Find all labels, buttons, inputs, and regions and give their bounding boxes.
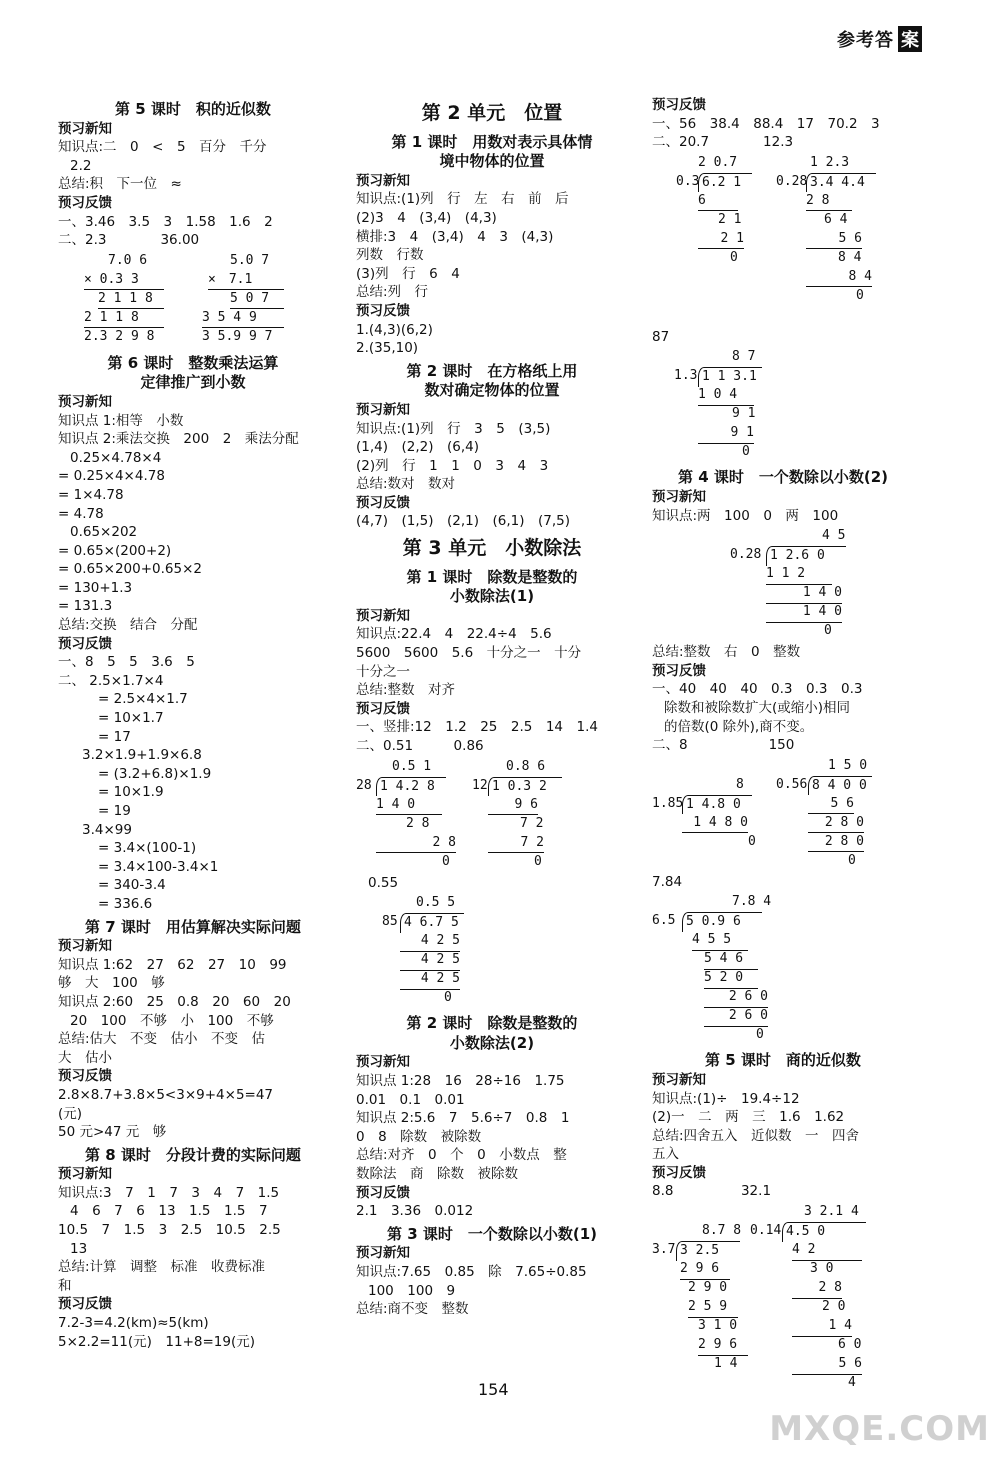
text-line: 20 100 不够 小 100 不够 [70,1012,274,1029]
calc-line: = 336.6 [98,895,153,912]
text-line: 知识点:7.65 0.85 除 7.65÷0.85 [356,1263,587,1280]
section-label: 预习新知 [58,120,112,137]
quotient: 1 2.3 [810,154,850,170]
watermark: MXQE.COM [769,1409,990,1449]
calc-row: 1 0 4 [698,386,754,406]
lesson-title: 第 2 课时 在方格纸上用 [406,361,578,380]
quotient: 3 2.1 4 [804,1204,859,1220]
calc-row: 2 9 6 [698,1336,748,1356]
text-line: 二、0.51 0.86 [356,738,484,754]
calc-row: 4 [848,1375,856,1391]
section-label: 预习反馈 [652,662,706,679]
calc-line: = 340-3.4 [98,877,166,894]
text-line: 5×2.2=11(元) 11+8=19(元) [58,1333,255,1350]
section-label: 预习新知 [58,1166,112,1183]
text-line: 和 [58,1277,72,1294]
calc-row: 5 6 [806,230,862,250]
dividend: 1 1 3.1 [698,367,762,387]
calc-line: 0.25×4.78×4 [70,449,162,466]
text-line: 知识点:二 0 < 5 百分 千分 [58,139,267,156]
calc-row: 2 8 0 [808,814,864,834]
header [837,26,922,52]
lesson-title: 小数除法(2) [449,1033,535,1052]
quotient: 0.8 6 [506,758,546,774]
calc-row: 2 8 [406,815,430,831]
text-line: 总结:商不变 整数 [356,1301,469,1318]
calc-row: 0 [748,833,756,849]
calc-line: = 0.65×200+0.65×2 [58,561,203,578]
calc-row: 7.0 6 [108,252,148,268]
text-line: 二、20.7 12.3 [652,134,794,151]
text-line: 知识点:22.4 4 22.4÷4 5.6 [356,626,552,643]
calc-row: 0 [444,990,452,1006]
unit-title: 第 2 单元 位置 [421,102,563,124]
section-label: 预习反馈 [356,494,410,511]
calc-line: = 1×4.78 [58,486,124,503]
calc-row: 1 4 8 0 [682,814,748,834]
calc-row: 8 4 [838,249,862,265]
calc-row: 1 4 0 [766,603,842,623]
text-line: 二、8 150 [652,737,795,754]
calc-line: 0.65×202 [70,524,138,541]
calc-row: 9 1 [698,424,754,444]
dividend: 4 6.7 5 [400,913,464,933]
text-line: 二、2.3 36.00 [58,232,200,249]
text-line: 87 [652,328,670,345]
dividend: 3 2.5 [676,1241,740,1261]
long-division [652,527,914,641]
text-line: 总结:整数 右 0 整数 [652,644,801,661]
text-line: 知识点 2:乘法交换 200 2 乘法分配 [58,431,299,448]
text-line: 列数 行数 [356,247,424,264]
column-1 [58,96,328,1351]
calc-row: 1 4 [714,1356,738,1372]
page-number: 154 [478,1380,509,1399]
lesson-title: 境中物体的位置 [439,152,545,171]
text-line: 10.5 7 1.5 3 2.5 10.5 2.5 [58,1222,281,1239]
section-label: 预习反馈 [58,1296,112,1313]
calc-line: = 19 [98,803,131,819]
long-division-pair [652,1203,914,1391]
text-line: 0.55 [368,874,399,891]
quotient: 1 5 0 [828,757,868,773]
section-label: 预习反馈 [356,302,410,319]
long-division-pair [652,757,914,871]
calc-line: = 2.5×4×1.7 [98,691,188,708]
text-line: 大 估小 [58,1049,112,1066]
text-line: 十分之一 [356,663,410,680]
calc-row: 5 6 [792,1355,862,1375]
calc-line: 3.4×99 [82,821,132,838]
calc-row: 6 0 [838,1337,862,1353]
text-line: 知识点 1:62 27 62 27 10 99 [58,956,287,973]
lesson-title: 第 3 课时 一个数除以小数(1) [386,1224,598,1243]
text-line: 知识点:两 100 0 两 100 [652,507,839,524]
lesson-title: 小数除法(1) [449,587,535,606]
divisor: 85 [382,914,398,930]
divisor: 12 [472,777,488,793]
section-label: 预习新知 [652,1071,706,1088]
calc-line: 3.2×1.9+1.9×6.8 [82,747,202,764]
text-line: 一、56 38.4 88.4 17 70.2 3 [652,115,880,132]
unit-title: 第 3 单元 小数除法 [402,537,582,560]
text-line: 知识点 2:60 25 0.8 20 60 20 [58,993,291,1010]
text-line: 总结:列 行 [356,284,429,301]
text-line: 知识点:(1)列 行 左 右 前 后 [356,191,569,208]
quotient: 0.5 5 [416,895,456,911]
calc-line: = 17 [98,728,131,745]
text-line: 一、3.46 3.5 3 1.58 1.6 2 [58,213,273,230]
text-line: 一、40 40 40 0.3 0.3 0.3 [652,681,863,698]
calc-row: 0 [848,852,856,868]
lesson-title: 第 5 课时 积的近似数 [115,100,271,118]
text-line: 知识点 1:28 16 28÷16 1.75 [356,1072,565,1089]
calc-row: × 7.1 [208,271,284,291]
calc-row: 6 [698,192,738,212]
text-line: (3)列 行 6 4 [356,265,460,282]
section-label: 预习反馈 [58,194,112,211]
calc-line: = 10×1.7 [98,710,164,727]
divisor: 3.7 [652,1242,676,1258]
quotient: 0.5 1 [392,758,432,774]
calc-line: = 130+1.3 [58,579,133,596]
text-line: 知识点:(1)列 行 3 5 (3,5) [356,420,551,437]
text-line: 数除法 商 除数 被除数 [356,1165,518,1182]
calc-row: 6 4 [824,211,848,227]
calc-row: 0 [534,853,542,869]
calc-row: 0 [824,623,832,639]
text-line: (1,4) (2,2) (6,4) [356,439,480,456]
lesson-title: 第 5 课时 商的近似数 [705,1051,861,1070]
calc-row: 5 6 [808,795,854,815]
calc-row: 2 1 1 8 [84,309,164,329]
text-line: 50 元>47 元 够 [58,1124,167,1141]
text-line: 总结:交换 结合 分配 [58,617,198,634]
calc-row: 2 9 0 [688,1280,728,1296]
calc-row: 2 1 [698,230,744,250]
divisor: 1.85 [652,795,684,811]
long-division [356,894,628,1008]
calc-row: 4 2 5 [400,932,460,952]
dividend: 1 0.3 2 [488,777,562,797]
text-line: 2.2 [70,157,92,174]
calc-row: 2 5 9 [688,1298,738,1318]
text-line: 2.1 3.36 0.012 [356,1203,474,1220]
calc-line: = 3.4×100-3.4×1 [98,858,219,875]
divisor: 0.14 [750,1223,782,1239]
dividend: 1 4.8 0 [682,795,752,815]
calc-row: 3 5 4 9 [202,309,284,329]
text-line: 总结:积 下一位 ≈ [58,176,182,193]
calc-row: 3 0 [810,1261,834,1277]
calc-row: 4 2 5 [400,970,460,990]
text-line: 1.(4,3)(6,2) [356,321,433,338]
header-title-box: 案 [898,26,922,52]
text-line: 2.8×8.7+3.8×5<3×9+4×5=47 [58,1086,274,1103]
calc-row: 1 4 0 [376,796,442,816]
text-line: 知识点:3 7 1 7 3 4 7 1.5 [58,1184,280,1201]
text-line: 2.(35,10) [356,340,419,357]
text-line: 够 大 100 够 [58,975,165,992]
calc-line: = (3.2+6.8)×1.9 [98,765,212,782]
column-2 [356,96,628,1319]
calc-row: 2 8 [806,192,852,212]
long-division [652,893,914,1045]
calc-row: 0 [756,1027,764,1043]
calc-row: 1 4 0 [766,584,842,604]
calc-line: = 3.4×(100-1) [98,840,197,857]
text-line: 7.2-3=4.2(km)≈5(km) [58,1315,209,1332]
dividend: 6.2 1 [698,173,752,193]
quotient: 8 [736,776,744,792]
section-label: 预习新知 [356,607,410,624]
calc-row: 8 4 [806,268,872,288]
calc-row: 5 0 7 [230,290,284,310]
calc-line: = 10×1.9 [98,784,164,801]
divisor: 0.28 [776,173,808,189]
text-line: (2)列 行 1 1 0 3 4 3 [356,457,549,474]
text-line: (2)一 二 两 三 1.6 1.62 [652,1109,845,1126]
calc-row: 2.3 2 9 8 [84,328,155,344]
text-line: (元) [58,1105,83,1122]
text-line: 除数和被除数扩大(或缩小)相同 [664,699,851,716]
calc-row: 2 8 0 [808,833,864,853]
calc-row: 5 4 6 [704,950,758,970]
divisor: 6.5 [652,913,676,929]
section-label: 预习反馈 [652,1164,706,1181]
section-label: 预习新知 [356,1245,410,1262]
calc-row: 9 1 [732,406,756,422]
dividend: 5 0.9 6 [682,912,762,932]
text-line: 7.84 [652,873,683,890]
calc-row: 2 6 0 [704,1007,768,1027]
calc-row: 4 2 5 [400,951,460,971]
calc-row: 2 1 [718,211,742,227]
dividend: 3.4 4.4 [806,173,876,193]
text-line: 0.01 0.1 0.01 [356,1091,465,1108]
section-label: 预习反馈 [652,97,706,113]
lesson-title: 第 2 课时 除数是整数的 [406,1014,578,1033]
calc-row: 5 2 0 [704,969,758,989]
text-line: 横排:3 4 (3,4) 4 3 (4,3) [356,228,554,245]
calc-row: 1 4 [792,1317,852,1337]
calc-line: = 0.25×4×4.78 [58,468,165,485]
text-line: 13 [70,1240,88,1257]
text-line: 的倍数(0 除外),商不变。 [664,718,814,735]
quotient: 8.7 8 [702,1223,742,1239]
text-line: 总结:四舍五入 近似数 一 四舍 [652,1127,860,1144]
calc-row: 0 [442,853,450,869]
lesson-title: 第 1 课时 用数对表示具体情 [391,132,593,151]
divisor: 28 [356,777,372,793]
long-division-pair [652,154,914,326]
quotient: 4 5 [822,528,846,544]
text-line: 知识点:(1)÷ 19.4÷12 [652,1090,800,1107]
divisor: 0.56 [776,776,808,792]
lesson-title: 第 7 课时 用估算解决实际问题 [85,917,301,936]
text-line: (2)3 4 (3,4) (4,3) [356,209,497,226]
column-3 [652,96,914,1391]
calc-row: 3 1 0 [698,1318,738,1334]
calc-row: 0 [856,287,864,303]
text-line: 总结:计算 调整 标准 收费标准 [58,1259,266,1276]
header-title: 参考答 [837,30,894,51]
long-division-pair [356,758,628,872]
lesson-title: 数对确定物体的位置 [424,381,560,400]
divisor: 0.28 [730,547,762,563]
text-line: 4 6 7 6 13 1.5 1.5 7 [70,1203,268,1220]
calc-row: × 0.3 3 [84,271,164,291]
multiplication-work [58,252,328,348]
text-line: 总结:整数 对齐 [356,682,456,699]
calc-line: = 4.78 [58,505,104,522]
calc-row: 2 8 [376,834,456,854]
text-line: 0 8 除数 被除数 [356,1128,482,1145]
calc-line: = 0.65×(200+2) [58,542,172,559]
calc-row: 2 6 0 [704,988,768,1008]
calc-row: 7 2 [520,815,544,831]
divisor: 0.3 [676,173,700,189]
divisor: 1.3 [674,368,698,384]
dividend: 4.5 0 [782,1222,866,1242]
calc-row: 2 9 6 [680,1260,730,1280]
text-line: 总结:对齐 0 个 0 小数点 整 [356,1147,567,1164]
text-line: 五入 [652,1146,679,1163]
calc-row: 5.0 7 [230,252,270,268]
dividend: 1 2.6 0 [766,546,846,566]
section-label: 预习反馈 [58,635,112,652]
calc-row: 4 2 [792,1241,862,1261]
section-label: 预习反馈 [58,1068,112,1085]
dividend: 8 4 0 0 [808,776,872,796]
lesson-title: 第 8 课时 分段计费的实际问题 [85,1145,301,1164]
section-label: 预习新知 [356,401,410,418]
section-label: 预习新知 [356,172,410,189]
calc-row: 0 [730,249,738,265]
text-line: 100 100 9 [368,1282,456,1299]
calc-row: 1 1 2 [766,565,832,585]
long-division [652,348,914,462]
text-line: 5600 5600 5.6 十分之一 十分 [356,645,582,662]
lesson-title: 定律推广到小数 [140,373,246,392]
section-label: 预习反馈 [356,700,410,717]
section-label: 预习新知 [356,1054,410,1071]
quotient: 8 7 [732,349,756,365]
text-line: 知识点 1:相等 小数 [58,412,184,429]
text-line: 一、竖排:12 1.2 25 2.5 14 1.4 [356,719,598,736]
calc-row: 2 8 [792,1279,842,1299]
calc-row: 2 1 1 8 [98,290,164,310]
calc-row: 3 5.9 9 7 [202,328,273,344]
section-label: 预习新知 [652,488,706,505]
lesson-title: 第 6 课时 整数乘法运算 [107,353,279,372]
lesson-title: 第 1 课时 除数是整数的 [406,567,578,586]
text-line: 知识点 2:5.6 7 5.6÷7 0.8 1 [356,1110,570,1127]
section-label: 预习反馈 [356,1184,410,1201]
dividend: 1 4.2 8 [376,777,446,797]
section-label: 预习新知 [58,938,112,955]
section-label: 预习新知 [58,393,112,410]
text-line: (4,7) (1,5) (2,1) (6,1) (7,5) [356,513,571,530]
text-line: 一、8 5 5 3.6 5 [58,654,195,671]
calc-row: 2 0 [822,1299,846,1315]
text-line: 二、 2.5×1.7×4 [58,672,164,689]
text-line: 总结:估大 不变 估小 不变 估 [58,1031,266,1048]
calc-row: 7 2 [488,834,544,854]
calc-row: 9 6 [488,796,538,816]
text-line: 总结:数对 数对 [356,476,456,493]
calc-row: 4 5 5 [692,931,748,951]
calc-row: 0 [742,444,750,460]
quotient: 2 0.7 [698,154,738,170]
calc-line: = 131.3 [58,598,113,615]
quotient: 7.8 4 [732,894,772,910]
text-line: 8.8 32.1 [652,1183,772,1200]
lesson-title: 第 4 课时 一个数除以小数(2) [677,468,889,487]
